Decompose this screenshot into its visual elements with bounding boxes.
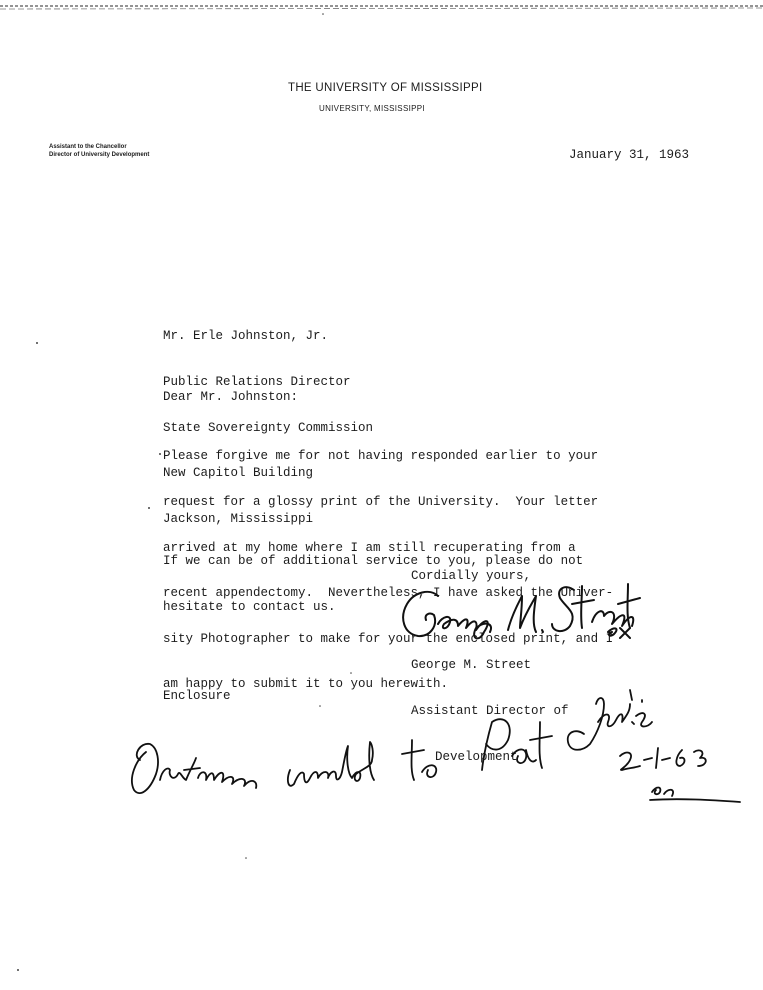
letterhead-office-line-2: Director of University Development	[49, 152, 150, 158]
recipient-line-3: State Sovereignty Commission	[163, 420, 374, 435]
recipient-line-1: Mr. Erle Johnston, Jr.	[163, 329, 329, 344]
body-line: request for a glossy print of the University. Your letter	[163, 495, 599, 510]
recipient-line-5: Jackson, Mississippi	[163, 511, 314, 526]
signer-title-line-1: Assistant Director of	[411, 704, 569, 719]
body-line: hesitate to contact us.	[163, 600, 336, 615]
letterhead-office-line-1: Assistant to the Chancellor	[49, 144, 127, 150]
recipient-line-4: New Capitol Building	[163, 466, 314, 481]
body-line: recent appendectomy. Nevertheless, I have asked the Univer-	[163, 586, 614, 601]
letterhead-location: UNIVERSITY, MISSISSIPPI	[319, 104, 425, 113]
signer-title-line-2: Development	[435, 749, 518, 764]
body-line: am happy to submit it to you herewith.	[163, 677, 449, 692]
salutation: Dear Mr. Johnston:	[163, 390, 299, 404]
body-line: arrived at my home where I am still recuperating from a	[163, 540, 576, 555]
body-line: If we can be of additional service to you, please do not	[163, 554, 584, 569]
letter-date: January 31, 1963	[569, 148, 690, 162]
enclosure-notation: Enclosure	[163, 689, 231, 703]
signer-name: George M. Street	[411, 658, 532, 673]
letterhead-institution: THE UNIVERSITY OF MISSISSIPPI	[288, 82, 483, 94]
recipient-line-2: Public Relations Director	[163, 375, 351, 390]
body-line: sity Photographer to make for your the enclosed print, and I	[163, 631, 614, 646]
complimentary-closing: Cordially yours,	[411, 569, 532, 583]
body-line: Please forgive me for not having responded earlier to your	[163, 449, 599, 464]
